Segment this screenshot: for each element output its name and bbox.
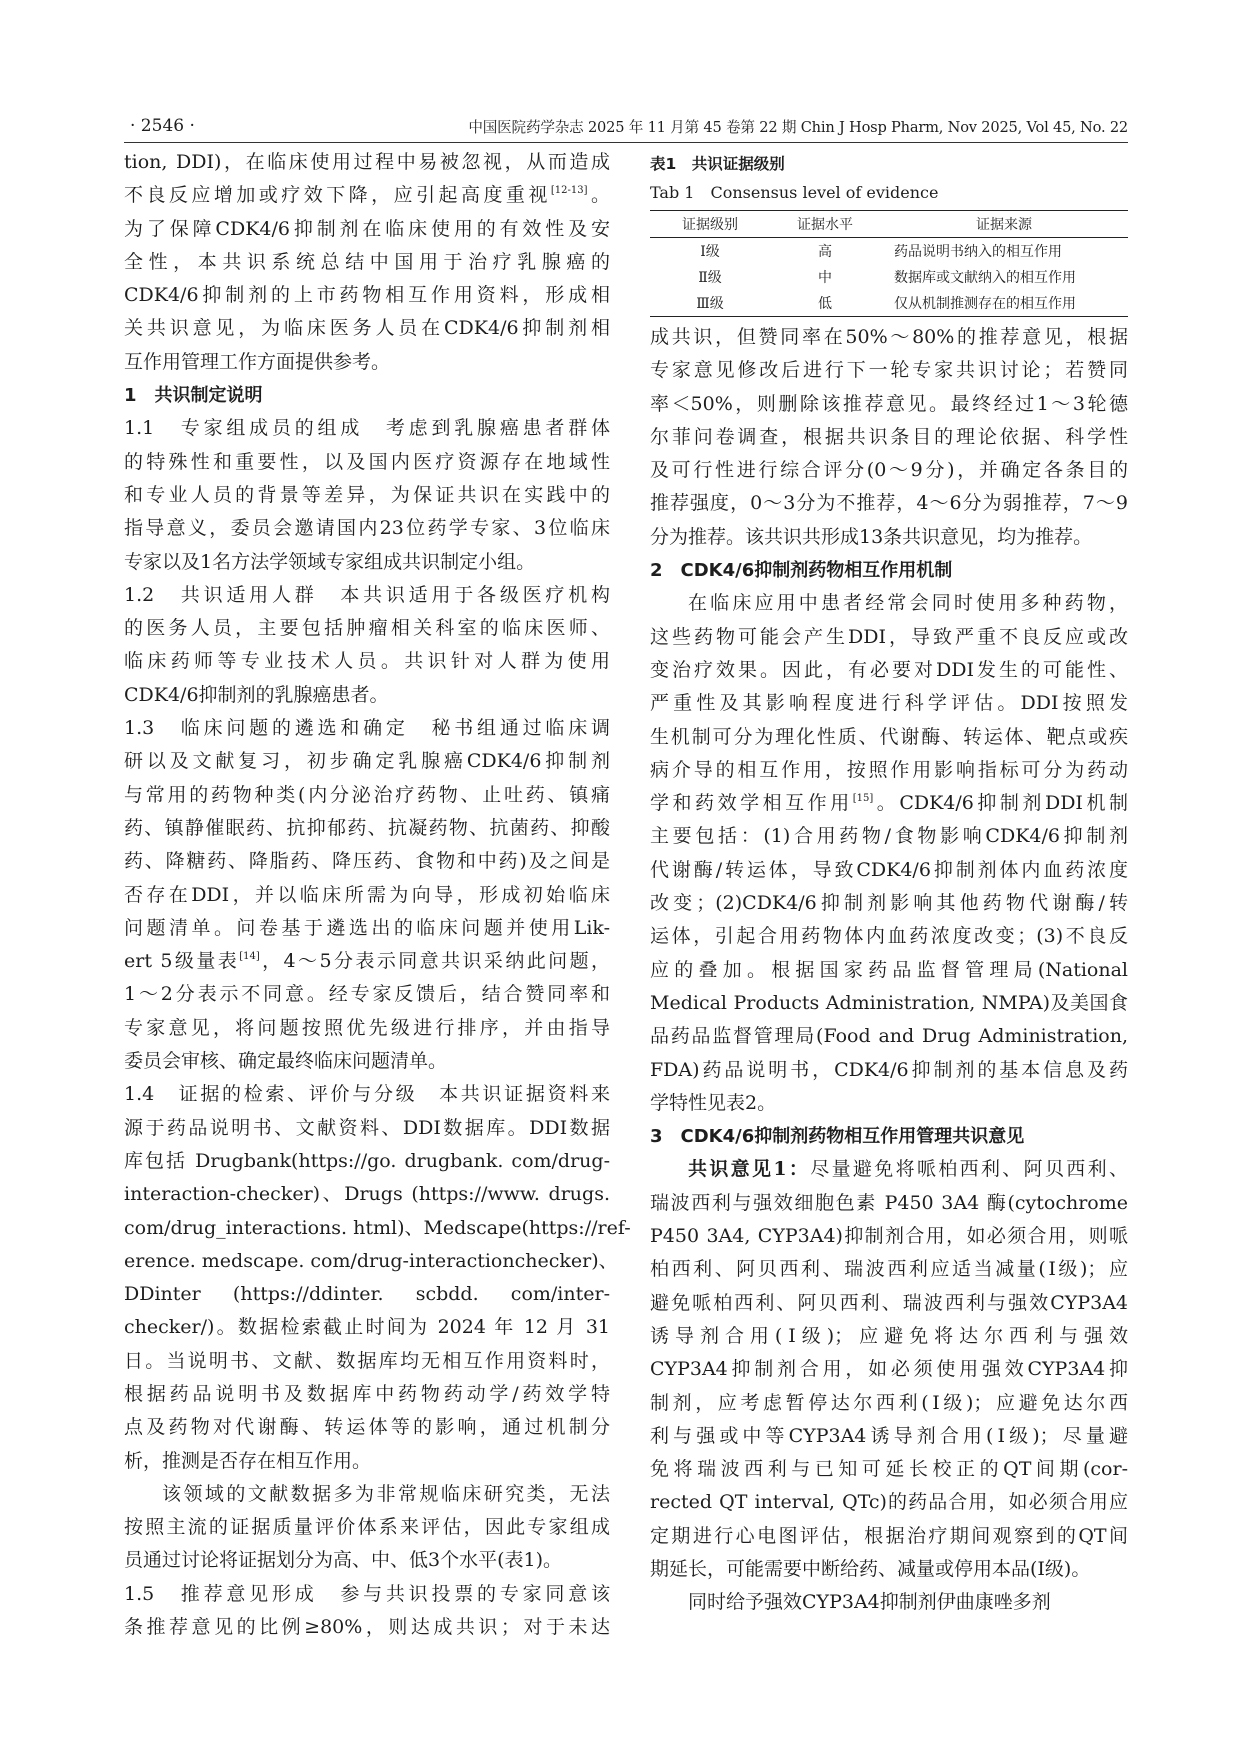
text-line: 共识意见1：尽量避免将哌柏西利、阿贝西利、 — [688, 1158, 1128, 1181]
table-cell: 低 — [818, 296, 832, 312]
citation-ref: [14] — [239, 951, 260, 963]
column-header: 证据来源 — [976, 217, 1032, 233]
table-cell: 中 — [818, 270, 832, 286]
text-line: 专家意见修改后进行下一轮专家共识讨论；若赞同 — [650, 359, 1128, 382]
table-row — [650, 238, 1128, 265]
table-cell: 药品说明书纳入的相互作用 — [894, 244, 1062, 260]
text-line: 1～2分表示不同意。经专家反馈后，结合赞同率和 — [124, 983, 610, 1006]
text-line: 1.5 推荐意见形成 参与共识投票的专家同意该 — [124, 1582, 610, 1605]
text-line: 否存在DDI，并以临床所需为向导，形成初始临床 — [124, 883, 610, 906]
text-line: Medical Products Administration, NMPA)及美国食 — [650, 991, 1128, 1014]
section-heading-3: 3 CDK4/6抑制剂药物相互作用管理共识意见 — [650, 1126, 1025, 1148]
left-column — [124, 146, 631, 1644]
text-line: 1.3 临床问题的遴选和确定 秘书组通过临床调 — [124, 717, 610, 740]
text-line: ert 5级量表[14]，4～5分表示同意共识采纳此问题， — [124, 950, 610, 973]
text-line: 药、镇静催眠药、抗抑郁药、抗凝药物、抗菌药、抑酸 — [124, 816, 610, 839]
text-line: 运体，引起合用药物体内血药浓度改变；(3)不良反 — [650, 925, 1128, 948]
text-line: 根据药品说明书及数据库中药物药动学/药效学特 — [124, 1382, 610, 1405]
text-line: 1.2 共识适用人群 本共识适用于各级医疗机构 — [124, 583, 610, 606]
text-line: FDA)药品说明书，CDK4/6抑制剂的基本信息及药 — [650, 1058, 1128, 1081]
table-row — [650, 264, 1128, 290]
text-line: 这些药物可能会产生DDI，导致严重不良反应或改 — [650, 625, 1128, 648]
page-header — [124, 116, 1128, 143]
text-line: rected QT interval, QTc)的药品合用，如必须合用应 — [650, 1491, 1128, 1514]
text-line: 互作用管理工作方面提供参考。 — [124, 350, 391, 373]
text-line: tion, DDI)，在临床使用过程中易被忽视，从而造成 — [124, 151, 610, 173]
text-line: 利与强或中等CYP3A4诱导剂合用(Ⅰ级)；尽量避 — [650, 1424, 1128, 1447]
section-1-5 — [124, 1578, 610, 1645]
table-cell: Ⅱ级 — [698, 270, 722, 286]
text-line: 点及药物对代谢酶、转运体等的影响，通过机制分 — [124, 1416, 610, 1439]
section-1-2 — [124, 579, 610, 712]
page-number: · 2546 · — [130, 116, 195, 136]
text-line: 诱导剂合用(Ⅰ级)；应避免将达尔西利与强效 — [650, 1324, 1128, 1347]
text-line: 制剂，应考虑暂停达尔西利(Ⅰ级)；应避免达尔西 — [650, 1391, 1128, 1414]
intro-paragraph — [124, 146, 610, 379]
text-line: 免将瑞波西利与已知可延长校正的QT间期(cor- — [650, 1458, 1128, 1481]
table-title-cn: 表1 共识证据级别 — [650, 155, 785, 173]
text-line: interaction-checker)、Drugs (https://www. drugs. — [124, 1183, 610, 1206]
text-line: 尔菲问卷调查，根据共识条目的理论依据、科学性 — [650, 425, 1128, 448]
text-line: 期延长，可能需要中断给药、减量或停用本品(Ⅰ级)。 — [650, 1557, 1091, 1580]
section-2 — [650, 587, 1128, 1120]
text-line: 在临床应用中患者经常会同时使用多种药物， — [688, 592, 1128, 615]
text-line: 避免哌柏西利、阿贝西利、瑞波西利与强效CYP3A4 — [650, 1291, 1128, 1314]
text-line: 生机制可分为理化性质、代谢酶、转运体、靶点或疾 — [650, 725, 1128, 748]
right-column — [650, 146, 1128, 1620]
text-line: 同时给予强效CYP3A4抑制剂伊曲康唑多剂 — [688, 1591, 1051, 1614]
text-line: 员通过讨论将证据划分为高、中、低3个水平(表1)。 — [124, 1549, 563, 1572]
table-row — [650, 290, 1128, 317]
evidence-paragraph — [124, 1478, 610, 1578]
text-line: 析，推测是否存在相互作用。 — [124, 1449, 372, 1472]
text-line: CDK4/6抑制剂的乳腺癌患者。 — [124, 683, 389, 706]
column-header: 证据水平 — [797, 217, 853, 233]
text-line: 的医务人员，主要包括肿瘤相关科室的临床医师、 — [124, 617, 610, 640]
text-line: 柏西利、阿贝西利、瑞波西利应适当减量(Ⅰ级)；应 — [650, 1258, 1128, 1281]
table-cell: 仅从机制推测存在的相互作用 — [894, 296, 1076, 312]
journal-citation: 中国医院药学杂志 2025 年 11 月第 45 卷第 22 期 Chin J Hosp Pharm, Nov 2025, Vol 45, No. 22 — [468, 119, 1128, 136]
text-line: 问题清单。问卷基于遴选出的临床问题并使用Lik- — [124, 916, 610, 939]
text-line: 和专业人员的背景等差异，为保证共识在实践中的 — [124, 483, 610, 506]
section-1-3 — [124, 712, 610, 1078]
text-line: 药、降糖药、降脂药、降压药、食物和中药)及之间是 — [124, 850, 610, 873]
citation-ref: [12-13] — [550, 185, 588, 197]
text-line: 推荐强度，0～3分为不推荐，4～6分为弱推荐，7～9 — [650, 492, 1128, 515]
text-line: P450 3A4, CYP3A4)抑制剂合用，如必须合用，则哌 — [650, 1225, 1128, 1248]
text-line: erence. medscape. com/drug-interactionchecker)、 — [124, 1249, 618, 1272]
text-line: 与常用的药物种类(内分泌治疗药物、止吐药、镇痛 — [124, 783, 610, 806]
text-line: 研以及文献复习，初步确定乳腺癌CDK4/6抑制剂 — [124, 750, 610, 773]
text-line: 日。当说明书、文献、数据库均无相互作用资料时， — [124, 1349, 610, 1372]
text-line: 学和药效学相互作用[15]。CDK4/6抑制剂DDI机制 — [650, 792, 1128, 815]
text-line: 瑞波西利与强效细胞色素 P450 3A4 酶(cytochrome — [650, 1191, 1128, 1214]
text-line: 病介导的相互作用，按照作用影响指标可分为药动 — [650, 758, 1128, 781]
table-cell: 高 — [818, 244, 832, 260]
text-line: 主要包括：(1)合用药物/食物影响CDK4/6抑制剂 — [650, 825, 1128, 848]
text-line: 该领域的文献数据多为非常规临床研究类，无法 — [162, 1482, 610, 1505]
text-line: 按照主流的证据质量评价体系来评估，因此专家组成 — [124, 1516, 610, 1539]
text-line: com/drug_interactions. html)、Medscape(https://ref- — [124, 1216, 631, 1239]
final-paragraph — [650, 1586, 1128, 1619]
text-line: 1.4 证据的检索、评价与分级 本共识证据资料来 — [124, 1083, 610, 1106]
table-cell: Ⅲ级 — [696, 296, 724, 312]
text-line: 指导意义，委员会邀请国内23位药学专家、3位临床 — [124, 517, 610, 540]
section-1-4 — [124, 1078, 631, 1478]
text-line: 分为推荐。该共识共形成13条共识意见，均为推荐。 — [650, 525, 1093, 548]
text-line: 率＜50%，则删除该推荐意见。最终经过1～3轮德 — [650, 392, 1128, 415]
text-line: 库包括 Drugbank(https://go. drugbank. com/drug- — [124, 1149, 610, 1172]
column-header: 证据级别 — [682, 217, 738, 233]
evidence-level-table — [650, 210, 1128, 317]
text-line: 为了保障CDK4/6抑制剂在临床使用的有效性及安 — [124, 217, 610, 240]
text-line: 代谢酶/转运体，导致CDK4/6抑制剂体内血药浓度 — [650, 858, 1128, 881]
table-cell: 数据库或文献纳入的相互作用 — [894, 270, 1076, 286]
text-line: DDinter (https://ddinter. scbdd. com/inter- — [124, 1283, 610, 1306]
text-line: CDK4/6抑制剂的上市药物相互作用资料，形成相 — [124, 284, 610, 307]
text-line: 源于药品说明书、文献资料、DDI数据库。DDI数据 — [124, 1116, 610, 1139]
text-line: 全性，本共识系统总结中国用于治疗乳腺癌的 — [124, 250, 610, 273]
table-cell: Ⅰ级 — [700, 244, 720, 260]
text-line: 成共识，但赞同率在50%～80%的推荐意见，根据 — [650, 326, 1128, 348]
text-line: 品药品监督管理局(Food and Drug Administration, — [650, 1025, 1128, 1048]
section-heading-1: 1 共识制定说明 — [124, 385, 263, 407]
text-line: 1.1 专家组成员的组成 考虑到乳腺癌患者群体 — [124, 417, 610, 440]
table-header-row — [650, 211, 1128, 238]
text-line: 条推荐意见的比例≥80%，则达成共识；对于未达 — [124, 1616, 610, 1639]
text-line: 严重性及其影响程度进行科学评估。DDI按照发 — [650, 692, 1128, 715]
text-line: 定期进行心电图评估，根据治疗期间观察到的QT间 — [650, 1524, 1128, 1547]
text-line: 改变；(2)CDK4/6抑制剂影响其他药物代谢酶/转 — [650, 892, 1128, 915]
text-line: 专家以及1名方法学领域专家组成共识制定小组。 — [124, 550, 536, 573]
text-line: 临床药师等专业技术人员。共识针对人群为使用 — [124, 650, 610, 673]
text-line: 变治疗效果。因此，有必要对DDI发生的可能性、 — [650, 658, 1128, 681]
citation-ref: [15] — [852, 793, 874, 805]
table-title-en: Tab 1 Consensus level of evidence — [650, 183, 939, 202]
text-line: checker/)。数据检索截止时间为 2024 年 12 月 31 — [124, 1316, 610, 1339]
vote-paragraph — [650, 321, 1128, 554]
text-line: 不良反应增加或疗效下降，应引起高度重视[12-13]。 — [124, 184, 610, 207]
text-line: 应的叠加。根据国家药品监督管理局(National — [650, 958, 1128, 981]
text-line: 的特殊性和重要性，以及国内医疗资源存在地域性 — [124, 450, 610, 473]
text-line: 关共识意见，为临床医务人员在CDK4/6抑制剂相 — [124, 317, 610, 340]
text-line: 委员会审核、确定最终临床问题清单。 — [124, 1050, 448, 1073]
consensus-label: 共识意见1： — [688, 1158, 811, 1181]
consensus-opinion-1 — [650, 1153, 1128, 1586]
section-1-1 — [124, 412, 610, 578]
text-line: 专家意见，将问题按照优先级进行排序，并由指导 — [124, 1016, 610, 1039]
text-line: 及可行性进行综合评分(0～9分)，并确定各条目的 — [650, 459, 1128, 482]
section-heading-2: 2 CDK4/6抑制剂药物相互作用机制 — [650, 560, 953, 582]
text-line: 学特性见表2。 — [650, 1091, 777, 1114]
text-line: CYP3A4抑制剂合用，如必须使用强效CYP3A4抑 — [650, 1358, 1128, 1381]
